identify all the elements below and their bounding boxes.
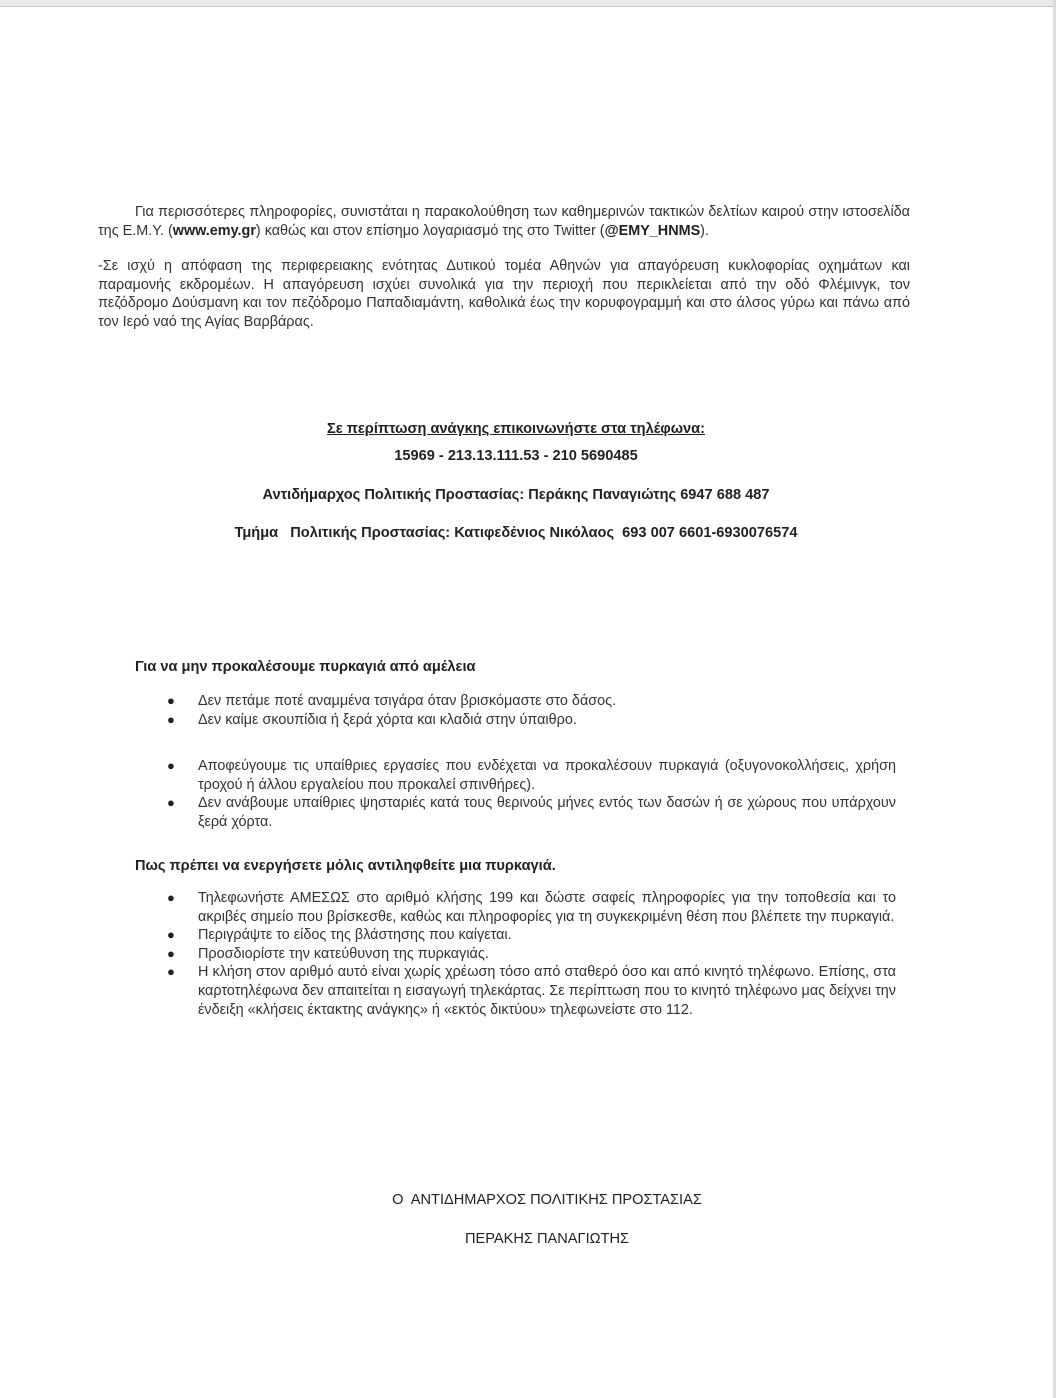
list-item: ● Περιγράψτε το είδος της βλάστησης που καίγεται. [167,927,512,944]
bullet-icon: ● [167,693,175,708]
bullet-icon: ● [167,758,175,773]
list-item: ● Δεν πετάμε ποτέ αναμμένα τσιγάρα όταν βρισκόμαστε στο δάσος. [167,693,617,709]
bullet-icon: ● [167,795,175,811]
emergency-contacts-heading: Σε περίπτωση ανάγκης επικοινωνήστε στα τηλέφωνα: [326,421,706,437]
twitter-handle-link[interactable]: @EMY_HNMS [604,222,701,239]
list-item: ● Δεν ανάβουμε υπαίθριες ψησταριές κατά τους θερινούς μήνες εντός των δασών ή σε χώρους που υπάρχουν ξερά χόρτα. [167,795,896,830]
list-item: ● Η κλήση στον αριθμό αυτό είναι χωρίς χρέωση τόσο από σταθερό όσο και από κινητό τηλέφωνο. Επίσης, στα καρτοτηλέφωνα δεν απαιτείται η εισαγωγή τηλεκάρτας. Σε περίπτωση που το κινητό τηλέφωνο μας δείχνει την ένδειξη «κλήσεις έκτακτης ανάγκης» ή «εκτός δικτύου» τηλεφωνείστε στο 112. [167,964,896,1018]
fire-action-list [167,889,896,1019]
bullet-icon: ● [167,964,175,980]
intro-text-before: Για περισσότερες πληροφορίες, συνιστάται η παρακολούθηση των καθημερινών τακτικών δελτίων καιρού στην ιστοσελίδα της Ε.Μ.Υ. ( [98,204,910,239]
fire-prevention-heading: Για να μην προκαλέσουμε πυρκαγιά από αμέλεια [135,659,476,675]
signature-title: Ο ΑΝΤΙΔΗΜΑΡΧΟΣ ΠΟΛΙΤΙΚΗΣ ΠΡΟΣΤΑΣΙΑΣ [392,1192,702,1208]
deputy-mayor-contact: Αντιδήμαρχος Πολιτικής Προστασίας: Περάκης Παναγιώτης 6947 688 487 [262,487,770,503]
bullet-icon: ● [167,945,175,961]
bullet-icon: ● [167,890,175,905]
list-item: ● Τηλεφωνήστε ΑΜΕΣΩΣ στο αριθμό κλήσης 199 και δώστε σαφείς πληροφορίες για την τοποθεσία και το ακριβές σημείο που βρίσκεσθε, καθώς και πληροφορίες για τη συγκεκριμένη θέση που βλέπετε την πυρκαγιά. [167,890,896,925]
emy-website-link[interactable]: www.emy.gr [172,222,256,239]
civil-protection-department-contact: Τμήμα Πολιτικής Προστασίας: Κατιφεδένιος Νικόλαος 693 007 6601-6930076574 [234,525,798,541]
fire-action-heading: Πως πρέπει να ενεργήσετε μόλις αντιληφθείτε μια πυρκαγιά. [135,858,556,874]
emergency-phone-numbers: 15969 - 213.13.111.53 - 210 5690485 [394,448,638,464]
signature-name: ΠΕΡΑΚΗΣ ΠΑΝΑΓΙΩΤΗΣ [464,1231,630,1247]
viewer-top-border [0,0,1056,7]
fire-prevention-list [167,692,896,729]
bullet-icon: ● [167,927,175,943]
bullet-icon: ● [167,711,175,727]
ban-notice-paragraph: -Σε ισχύ η απόφαση της περιφερειακης ενότητας Δυτικού τομέα Αθηνών για απαγόρευση κυκλοφορίας οχημάτων και παραμονής εκδρομέων. Η απαγόρευση ισχύει συνολικά για την περιοχή που περικλείεται από την οδό Φλέμινγκ, τον πεζόδρομο Δούσμανη και τον πεζόδρομο Παπαδιαμάντη, καθολικά έως την κορυφογραμμή και στο άλσος γύρω και πάνω από τον Ιερό ναό της Αγίας Βαρβάρας. [98,258,910,330]
list-item: ● Δεν καίμε σκουπίδια ή ξερά χόρτα και κλαδιά στην ύπαιθρο. [167,711,577,728]
fire-prevention-list-continued [167,757,896,831]
list-item: ● Προσδιορίστε την κατεύθυνση της πυρκαγιάς. [167,945,489,962]
intro-text-middle: ) καθώς και στον επίσημο λογαριασμό της στο Twitter ( [255,222,605,239]
intro-paragraph [98,203,910,240]
list-item: ● Αποφεύγουμε τις υπαίθριες εργασίες που ενδέχεται να προκαλέσουν πυρκαγιά (οξυγονοκολλήσεις, χρήση τροχού ή άλλου εργαλείου που προκαλεί σπινθήρες). [167,758,896,793]
intro-text-after: ). [700,222,709,239]
